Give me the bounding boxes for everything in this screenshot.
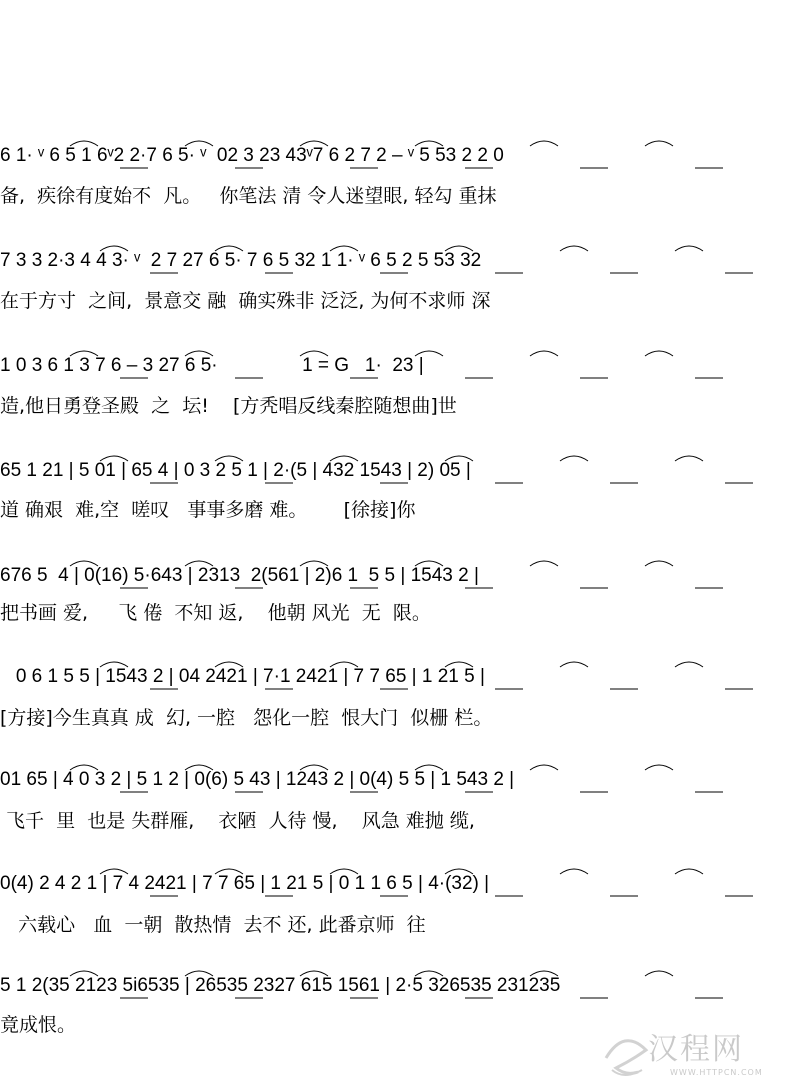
lyric-line: 备, 疾徐有度始不 凡。 你笔法 清 令人迷望眼, 轻勾 重抹 bbox=[0, 185, 497, 207]
notation-line: 0(4) 2 4 2 1 | 7 4 2421 | 7 7 65 | 1 21 5 | 0 1 1 6 5 | 4·(32) | bbox=[0, 873, 490, 894]
notation-line: 6 1· ᵛ 6 5 1 6ᵛ2 2·7 6 5· ᵛ 02 3 23 43ᵛ7 6 2 7 2 – ᵛ 5 53 2 2 0 bbox=[0, 145, 504, 166]
notation-line: 5 1 2(35 2123 5i6535 | 26535 2327 615 1561 | 2·5 326535 231235 bbox=[0, 975, 561, 996]
lyric-line: 把书画 爱, 飞 倦 不知 返, 他朝 风光 无 限。 bbox=[0, 602, 431, 624]
lyric-line: 在于方寸 之间, 景意交 融 确实殊非 泛泛, 为何不求师 深 bbox=[0, 290, 491, 312]
notation-line: 676 5 4 | 0(16) 5·643 | 2313 2(561 | 2)6 1 5 5 | 1543 2 | bbox=[0, 565, 479, 586]
watermark-text: 汉程网 bbox=[648, 1032, 744, 1067]
lyric-line: 竟成恨。 bbox=[0, 1014, 77, 1036]
notation-line: 7 3 3 2·3 4 4 3· ᵛ 2 7 27 6 5· 7 6 5 32 1 1· ᵛ 6 5 2 5 53 32 bbox=[0, 250, 482, 271]
lyric-line: 飞千 里 也是 失群雁, 衣陋 人待 慢, 风急 难抛 缆, bbox=[0, 810, 475, 832]
lyric-line: 六载心 血 一朝 散热情 去不 还, 此番京师 往 bbox=[0, 914, 426, 936]
notation-line: 01 65 | 4 0 3 2 | 5 1 2 | 0(6) 5 43 | 1243 2 | 0(4) 5 5 | 1 543 2 | bbox=[0, 769, 515, 790]
notation-line: 0 6 1 5 5 | 1543 2 | 04 2421 | 7·1 2421 | 7 7 65 | 1 21 5 | bbox=[0, 666, 485, 687]
lyric-line: 道 确艰 难,空 嗟叹 事事多磨 难。 [徐接]你 bbox=[0, 499, 416, 521]
notation-line: 65 1 21 | 5 01 | 65 4 | 0 3 2 5 1 | 2·(5 | 432 1543 | 2) 05 | bbox=[0, 460, 471, 481]
lyric-line: 造,他日勇登圣殿 之 坛! [方秃唱反线秦腔随想曲]世 bbox=[0, 395, 457, 417]
lyric-line: [方接]今生真真 成 幻, 一腔 怨化一腔 恨大门 似栅 栏。 bbox=[0, 707, 493, 729]
notation-line: 1 0 3 6 1 3 7 6 – 3 27 6 5· 1 = G 1· 23 | bbox=[0, 355, 424, 376]
watermark-url: WWW.HTTPCN.COM bbox=[670, 1068, 763, 1077]
